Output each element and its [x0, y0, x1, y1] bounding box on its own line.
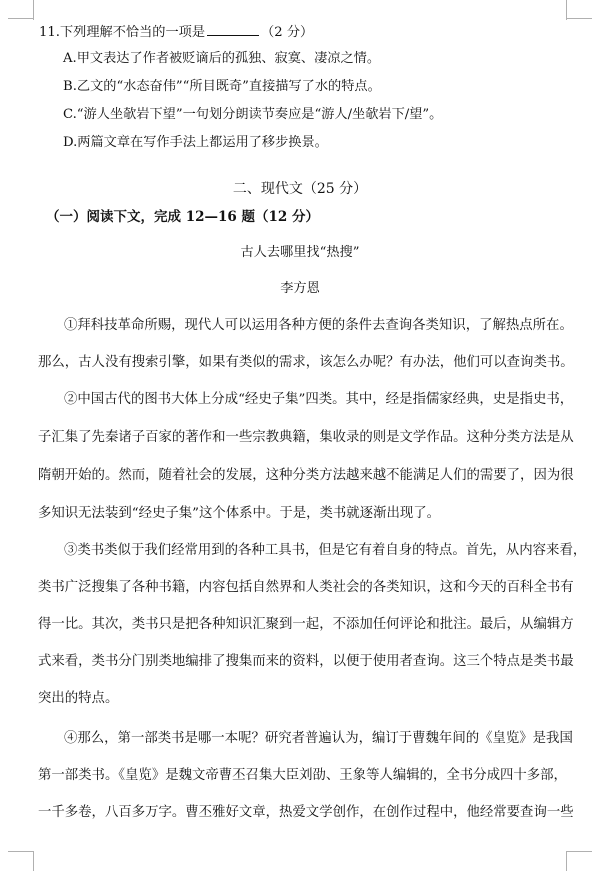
- option-b: B.乙文的“水态奋伟”“所目既奇”直接描写了水的特点。: [63, 79, 381, 94]
- section-subtitle: （一）阅读下文，完成 12—16 题（12 分）: [46, 209, 319, 225]
- paragraph-line: 得一比。其次，类书只是把各种知识汇聚到一起，不添加任何评论和批注。最后，从编辑方: [38, 617, 574, 632]
- paragraph-line: 第一部类书。《皇览》是魏文帝曹丕召集大臣刘劭、王象等人编辑的，全书分成四十多部，: [38, 768, 567, 783]
- paragraph-line: 那么，古人没有搜索引擎，如果有类似的需求，该怎么办呢？有办法，他们可以查询类书。: [38, 355, 574, 370]
- paragraph-line: 突出的特点。: [38, 691, 119, 706]
- option-c: C.“游人坐欹岩下望”一句划分朗读节奏应是“游人/坐欹岩下/望”。: [63, 107, 443, 122]
- paragraph-line: ①拜科技革命所赐，现代人可以运用各种方便的条件去查询各类知识，了解热点所在。: [64, 318, 573, 333]
- paragraph-line: 子汇集了先秦诸子百家的著作和一些宗教典籍，集收录的则是文学作品。这种分类方法是从: [38, 430, 574, 445]
- paragraph-line: 多知识无法装到“经史子集”这个体系中。于是，类书就逐渐出现了。: [38, 506, 441, 521]
- article-title: 古人去哪里找“热搜”: [240, 245, 360, 260]
- answer-blank: [207, 23, 259, 36]
- question-11-stem: [39, 23, 313, 41]
- paragraph-line: 式来看，类书分门别类地编排了搜集而来的资料，以便于使用者查询。这三个特点是类书最: [38, 654, 574, 669]
- question-11-prefix: 11.下列理解不恰当的一项是: [39, 25, 206, 40]
- section-title: 二、现代文（25 分）: [232, 181, 368, 197]
- question-11-points: （2 分）: [261, 25, 314, 40]
- paragraph-line: 隋朝开始的。然而，随着社会的发展，这种分类方法越来越不能满足人们的需要了，因为很: [38, 468, 574, 483]
- article-author: 李方恩: [280, 281, 320, 296]
- paragraph-line: ②中国古代的图书大体上分成“经史子集”四类。其中，经是指儒家经典，史是指史书，: [64, 392, 574, 407]
- paragraph-line: 一千多卷，八百多万字。曹丕雅好文章，热爱文学创作，在创作过程中，他经常要查询一些: [38, 805, 574, 820]
- option-d: D.两篇文章在写作手法上都运用了移步换景。: [63, 135, 328, 150]
- option-a: A.甲文表达了作者被贬谪后的孤独、寂寞、凄凉之情。: [63, 51, 381, 66]
- paragraph-line: ③类书类似于我们经常用到的各种工具书，但是它有着自身的特点。首先，从内容来看，: [64, 543, 587, 558]
- paragraph-line: ④那么，第一部类书是哪一本呢？研究者普遍认为，编订于曹魏年间的《皇览》是我国: [64, 731, 573, 746]
- paragraph-line: 类书广泛搜集了各种书籍，内容包括自然界和人类社会的各类知识，这和今天的百科全书有: [38, 580, 574, 595]
